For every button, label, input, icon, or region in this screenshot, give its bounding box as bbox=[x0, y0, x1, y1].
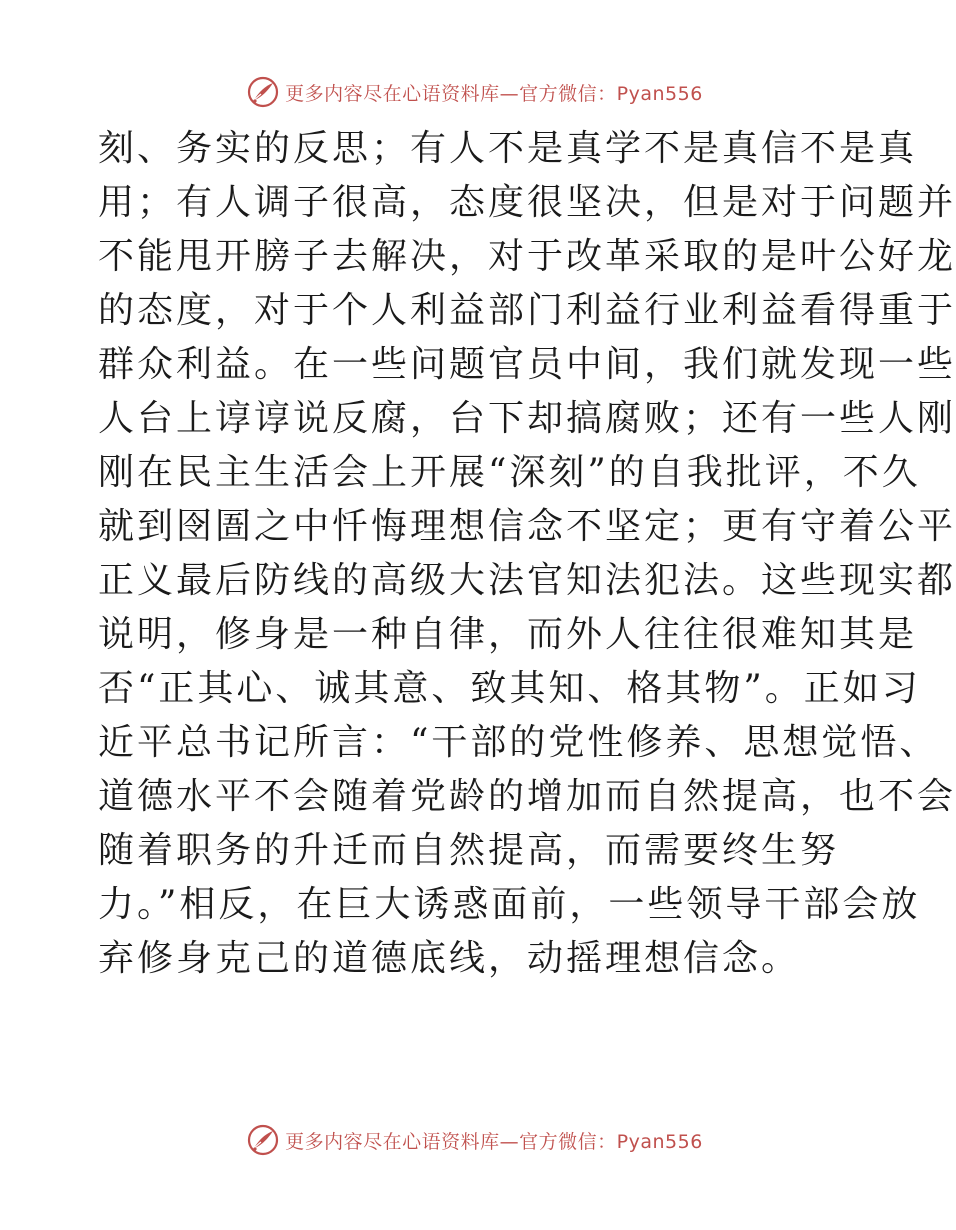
text-line: 用；有人调子很高，态度很坚决，但是对于问题并 bbox=[98, 182, 956, 223]
document-body bbox=[98, 122, 956, 986]
header-banner bbox=[0, 72, 950, 112]
text-line: 不能甩开膀子去解决，对于改革采取的是叶公好龙 bbox=[98, 236, 956, 277]
text-line: 的态度，对于个人利益部门利益行业利益看得重于 bbox=[98, 290, 956, 331]
text-line: 刻、务实的反思；有人不是真学不是真信不是真 bbox=[98, 128, 918, 169]
text-line: 否“正其心、诚其意、致其知、格其物”。正如习 bbox=[98, 668, 921, 709]
text-line: 就到囹圄之中忏悔理想信念不坚定；更有守着公平 bbox=[98, 506, 956, 547]
feather-pen-logo-icon bbox=[247, 1124, 279, 1156]
text-line: 力。”相反，在巨大诱惑面前，一些领导干部会放 bbox=[98, 884, 921, 925]
text-line: 正义最后防线的高级大法官知法犯法。这些现实都 bbox=[98, 560, 956, 601]
text-line: 人台上谆谆说反腐，台下却搞腐败；还有一些人刚 bbox=[98, 398, 956, 439]
text-line: 说明，修身是一种自律，而外人往往很难知其是 bbox=[98, 614, 918, 655]
text-line: 道德水平不会随着党龄的增加而自然提高，也不会 bbox=[98, 776, 956, 817]
text-line: 随着职务的升迁而自然提高，而需要终生努 bbox=[98, 830, 840, 871]
footer-banner-text: 更多内容尽在心语资料库—官方微信：Pyan556 bbox=[285, 1130, 703, 1153]
footer-banner bbox=[0, 1120, 950, 1160]
text-line: 弃修身克己的道德底线，动摇理想信念。 bbox=[98, 938, 801, 979]
text-line: 群众利益。在一些问题官员中间，我们就发现一些 bbox=[98, 344, 956, 385]
text-line: 近平总书记所言：“干部的党性修养、思想觉悟、 bbox=[98, 722, 939, 763]
text-line: 刚在民主生活会上开展“深刻”的自我批评，不久 bbox=[98, 452, 921, 493]
header-banner-text: 更多内容尽在心语资料库—官方微信：Pyan556 bbox=[285, 82, 703, 105]
feather-pen-logo-icon bbox=[247, 76, 279, 108]
